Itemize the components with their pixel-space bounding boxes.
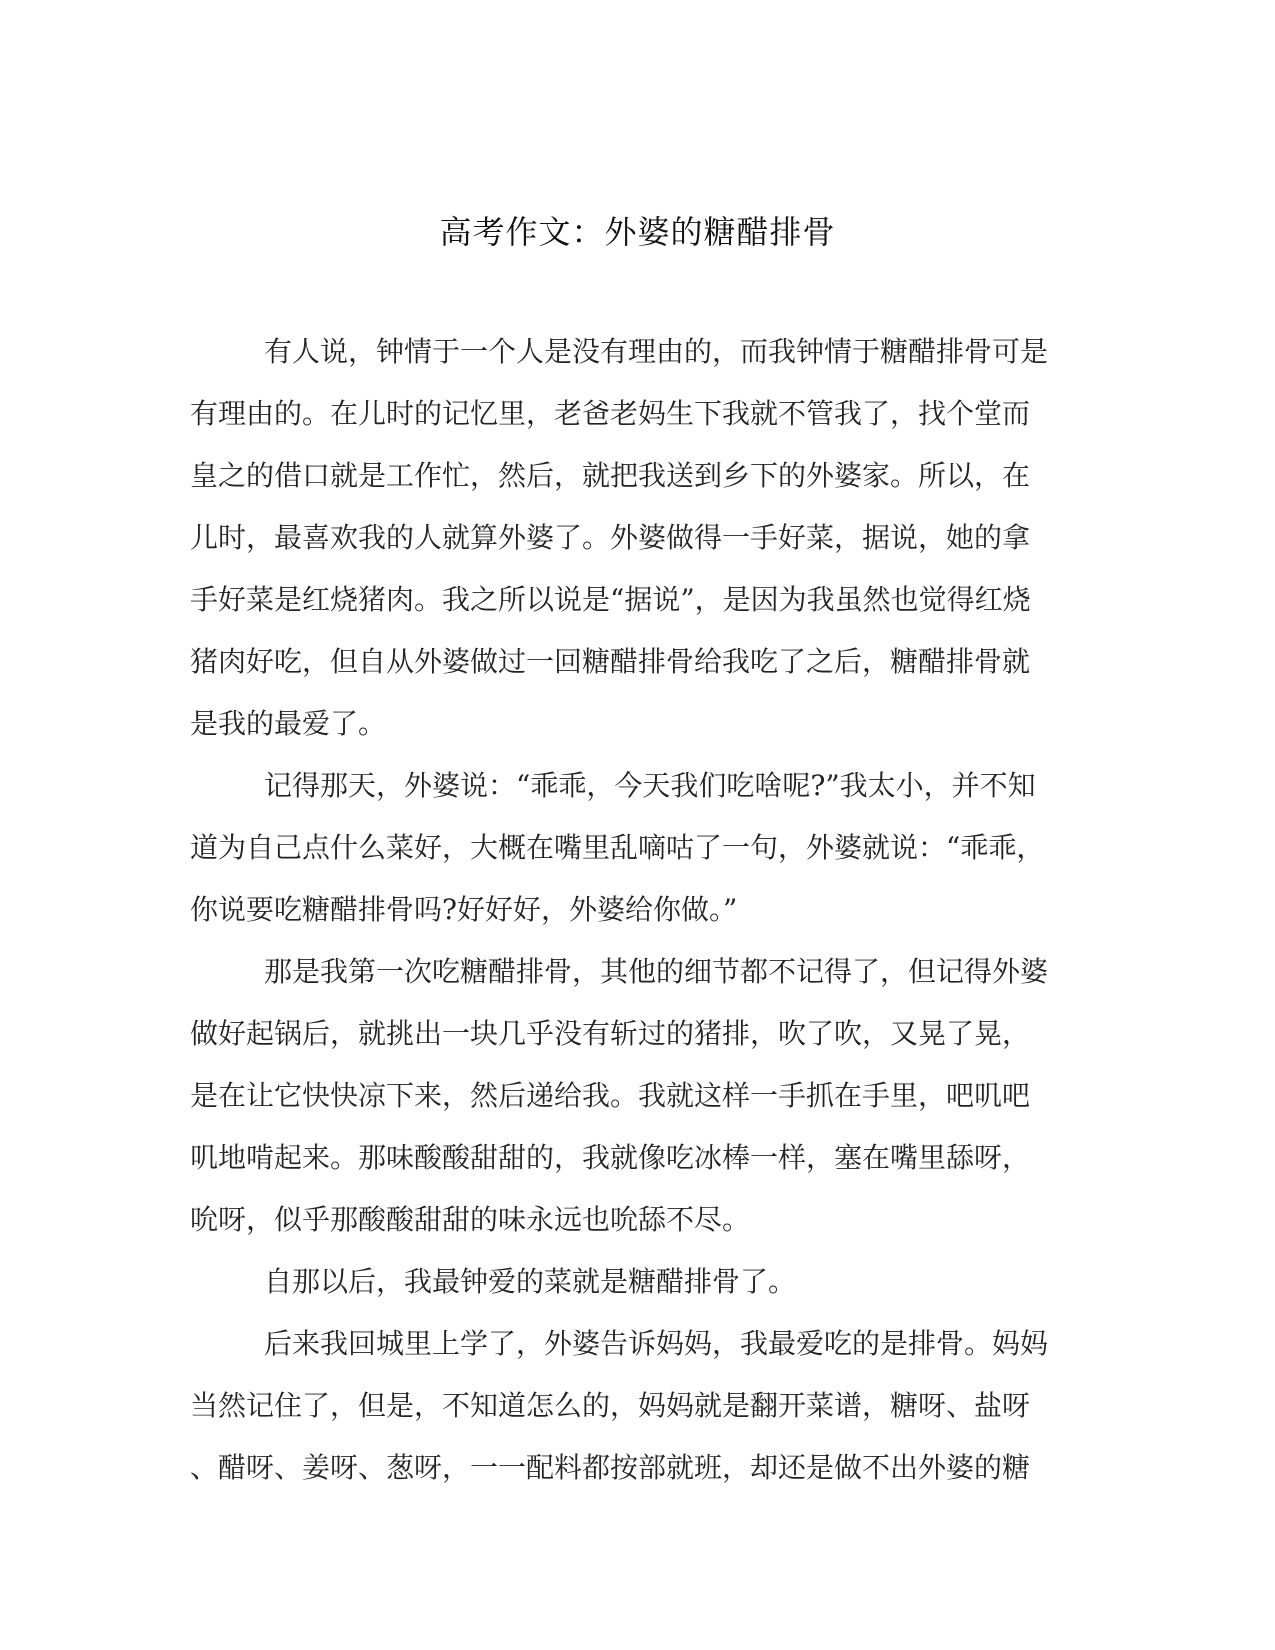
text-line: 那是我第一次吃糖醋排骨，其他的细节都不记得了，但记得外婆 [264,955,1049,988]
text-line: 猪肉好吃，但自从外婆做过一回糖醋排骨给我吃了之后，糖醋排骨就 [190,645,1031,678]
text-line: 是在让它快快凉下来，然后递给我。我就这样一手抓在手里，吧叽吧 [190,1079,1031,1112]
text-line: 记得那天，外婆说：“乖乖，今天我们吃啥呢?”我太小，并不知 [264,769,1036,802]
document-body [190,327,1080,1505]
text-line: 叽地啃起来。那味酸酸甜甜的，我就像吃冰棒一样，塞在嘴里舔呀， [190,1141,1031,1174]
text-line: 儿时，最喜欢我的人就算外婆了。外婆做得一手好菜，据说，她的拿 [190,521,1031,554]
text-line: 做好起锅后，就挑出一块几乎没有斩过的猪排，吹了吹，又晃了晃， [190,1017,1031,1050]
text-line: 后来我回城里上学了，外婆告诉妈妈，我最爱吃的是排骨。妈妈 [264,1327,1049,1360]
text-line: 是我的最爱了。 [190,707,387,740]
text-line: 手好菜是红烧猪肉。我之所以说是“据说”，是因为我虽然也觉得红烧 [190,583,1031,616]
text-line: 吮呀，似乎那酸酸甜甜的味永远也吮舔不尽。 [190,1203,751,1236]
text-line: 有人说，钟情于一个人是没有理由的，而我钟情于糖醋排骨可是 [264,335,1049,368]
text-line: 你说要吃糖醋排骨吗?好好好，外婆给你做。” [190,893,738,926]
text-line: 道为自己点什么菜好，大概在嘴里乱嘀咕了一句，外婆就说：“乖乖， [190,831,1045,864]
text-line: 自那以后，我最钟爱的菜就是糖醋排骨了。 [264,1265,797,1298]
text-line: 有理由的。在儿时的记忆里，老爸老妈生下我就不管我了，找个堂而 [190,397,1031,430]
text-line: 皇之的借口就是工作忙，然后，就把我送到乡下的外婆家。所以，在 [190,459,1031,492]
text-line: 当然记住了，但是，不知道怎么的，妈妈就是翻开菜谱，糖呀、盐呀 [190,1389,1031,1422]
text-line: 、醋呀、姜呀、葱呀，一一配料都按部就班，却还是做不出外婆的糖 [190,1451,1031,1484]
document-title: 高考作文：外婆的糖醋排骨 [439,213,836,251]
